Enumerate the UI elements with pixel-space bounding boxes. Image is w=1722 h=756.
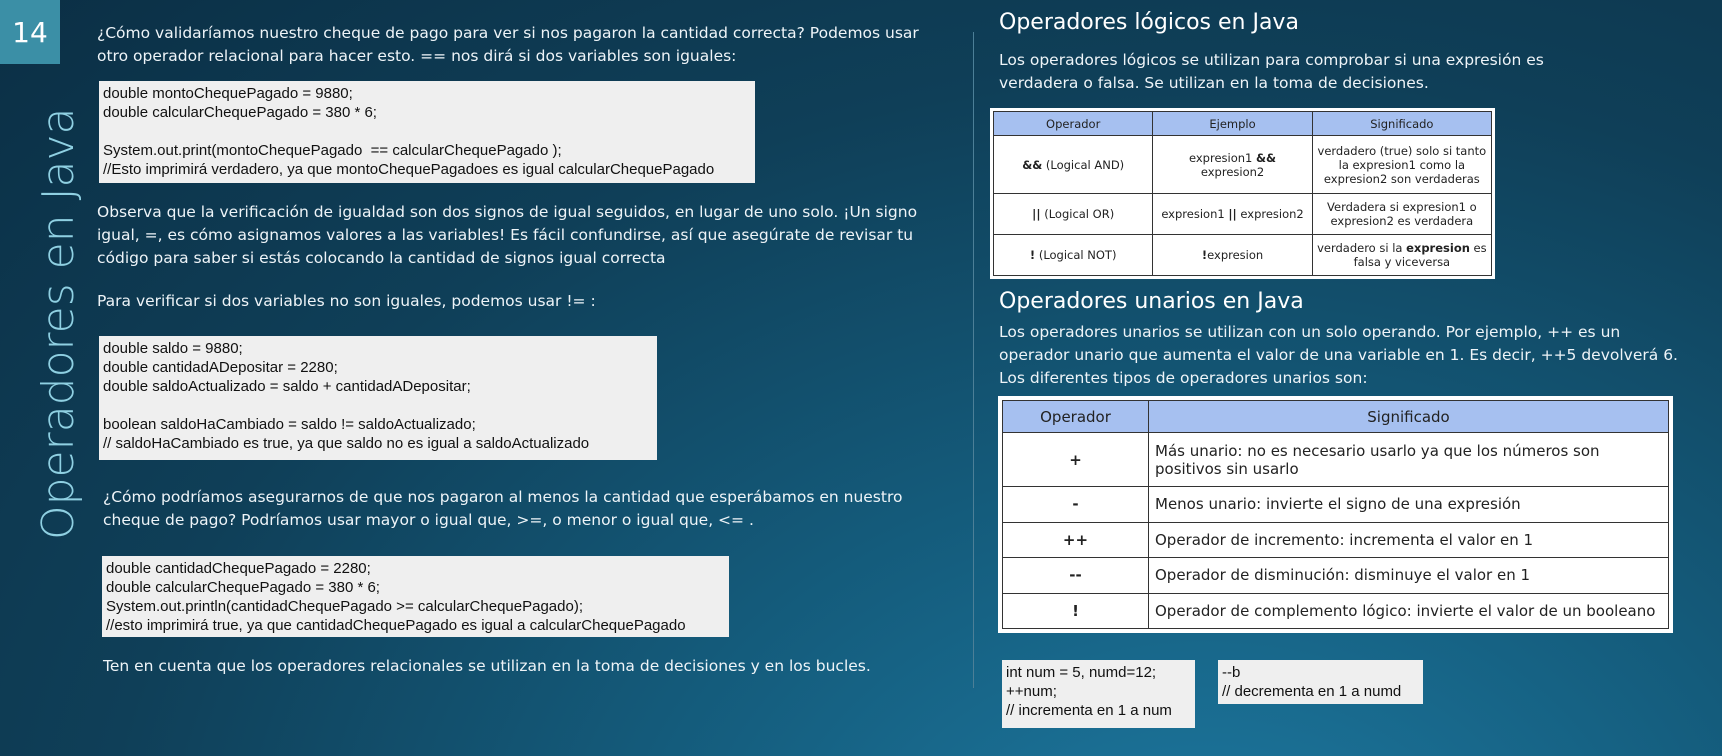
table-header: Significado	[1312, 112, 1491, 136]
meaning-cell: Verdadera si expresion1 o expresion2 es verdadera	[1312, 194, 1491, 235]
table-row	[994, 235, 1492, 276]
code-line: double calcularChequePagado = 380 * 6;	[103, 104, 377, 121]
example-text: expresion2	[1200, 164, 1265, 179]
operator-cell	[994, 235, 1153, 276]
operator-cell: ++	[1003, 522, 1149, 558]
meaning-cell: Operador de complemento lógico: invierte el valor de un booleano	[1149, 593, 1669, 629]
code-line: double montoChequePagado = 9880;	[103, 85, 353, 102]
greater-equal-paragraph: ¿Cómo podríamos asegurarnos de que nos pagaron al menos la cantidad que esperábamos en nuestro cheque de pago? Podríamos usar mayor o igual que, >=, o menor o igual que, <= .	[103, 488, 903, 529]
example-text: expresion1	[1189, 150, 1257, 165]
code-line: boolean saldoHaCambiado = saldo != saldoActualizado;	[103, 416, 476, 433]
operator-cell: -	[1003, 487, 1149, 523]
table-row	[1003, 487, 1669, 523]
operator-cell	[994, 136, 1153, 194]
operator-cell: --	[1003, 558, 1149, 594]
example-cell	[1153, 194, 1312, 235]
slide-title: Operadores en Java	[33, 107, 84, 540]
operator-cell: +	[1003, 433, 1149, 487]
logical-operators-table	[990, 108, 1495, 279]
example-text: expresion1	[1161, 207, 1229, 222]
code-line: System.out.println(cantidadChequePagado >= calcularChequePagado);	[106, 598, 583, 615]
code-block-decrement	[1218, 660, 1423, 704]
example-text: expresion	[1207, 248, 1264, 263]
meaning-bold: expresion	[1406, 241, 1470, 256]
not-equal-paragraph: Para verificar si dos variables no son iguales, podemos usar != :	[97, 292, 596, 310]
code-line: ++num;	[1006, 683, 1057, 700]
table-header: Operador	[994, 112, 1153, 136]
operator-symbol: &&	[1022, 157, 1043, 172]
table-header: Significado	[1149, 401, 1669, 433]
code-line	[103, 396, 653, 415]
code-line: int num = 5, numd=12;	[1006, 664, 1157, 681]
table-row	[1003, 433, 1669, 487]
code-block-equality	[99, 81, 755, 183]
table-header: Ejemplo	[1153, 112, 1312, 136]
code-line: double cantidadADepositar = 2280;	[103, 359, 338, 376]
meaning-text: es falsa y viceversa	[1353, 241, 1487, 270]
code-line: System.out.print(montoChequePagado == calcularChequePagado );	[103, 142, 562, 159]
meaning-cell: Operador de incremento: incrementa el valor en 1	[1149, 522, 1669, 558]
meaning-cell: Menos unario: invierte el signo de una expresión	[1149, 487, 1669, 523]
table-header: Operador	[1003, 401, 1149, 433]
table-row	[994, 136, 1492, 194]
example-cell	[1153, 235, 1312, 276]
logical-operators-heading: Operadores lógicos en Java	[999, 10, 1299, 35]
meaning-cell: Más unario: no es necesario usarlo ya que los números son positivos sin usarlo	[1149, 433, 1669, 487]
operator-cell	[994, 194, 1153, 235]
logical-operators-description: Los operadores lógicos se utilizan para comprobar si una expresión es verdadera o falsa. Se utilizan en la toma de decisiones.	[999, 51, 1544, 92]
code-block-increment	[1002, 660, 1195, 728]
meaning-text: verdadero si la	[1317, 241, 1407, 256]
unary-operators-table	[998, 396, 1673, 633]
closing-paragraph: Ten en cuenta que los operadores relacionales se utilizan en la toma de decisiones y en los bucles.	[103, 657, 871, 675]
operator-symbol: !	[1029, 248, 1036, 263]
table-row	[1003, 522, 1669, 558]
code-line: // incrementa en 1 a num	[1006, 702, 1172, 719]
operator-cell: !	[1003, 593, 1149, 629]
meaning-cell	[1312, 235, 1491, 276]
example-cell	[1153, 136, 1312, 194]
code-block-greater-equal	[102, 556, 729, 637]
code-line: // decrementa en 1 a numd	[1222, 683, 1402, 700]
column-divider	[973, 32, 974, 688]
table-row	[1003, 558, 1669, 594]
code-line: double saldo = 9880;	[103, 340, 243, 357]
code-line: double saldoActualizado = saldo + cantidadADepositar;	[103, 378, 471, 395]
unary-operators-description: Los operadores unarios se utilizan con un solo operando. Por ejemplo, ++ es un operador unario que aumenta el valor de una variable en 1. Es decir, ++5 devolverá 6. Los diferentes tipos de operadores unarios son:	[999, 323, 1678, 387]
example-symbol: ||	[1228, 207, 1237, 222]
code-line	[103, 122, 751, 141]
unary-operators-heading: Operadores unarios en Java	[999, 289, 1304, 314]
code-line: // saldoHaCambiado es true, ya que saldo no es igual a saldoActualizado	[103, 435, 590, 452]
equality-note-paragraph: Observa que la verificación de igualdad son dos signos de igual seguidos, en lugar de uno solo. ¡Un signo igual, =, es cómo asignamos valores a las variables! Es fácil confundirse, así que asegúrate de revisar tu código para saber si estás colocando la cantidad de signos igual correcta	[97, 203, 918, 267]
table-row	[1003, 593, 1669, 629]
operator-name: (Logical NOT)	[1035, 248, 1117, 263]
operator-name: (Logical OR)	[1040, 207, 1115, 222]
code-line: //Esto imprimirá verdadero, ya que montoChequePagadoes es igual calcularChequePagado	[103, 161, 715, 178]
code-line: --b	[1222, 664, 1241, 681]
table-row	[994, 194, 1492, 235]
example-text: expresion2	[1236, 207, 1304, 222]
example-symbol: !	[1201, 248, 1208, 263]
meaning-cell: Operador de disminución: disminuye el valor en 1	[1149, 558, 1669, 594]
example-symbol: &&	[1256, 150, 1277, 165]
operator-name: (Logical AND)	[1042, 157, 1125, 172]
slide-number: 14	[0, 0, 60, 64]
intro-paragraph: ¿Cómo validaríamos nuestro cheque de pago para ver si nos pagaron la cantidad correcta? Podemos usar otro operador relacional para hacer esto. == nos dirá si dos variables son iguales:	[97, 24, 919, 65]
operator-symbol: ||	[1032, 207, 1041, 222]
code-line: double cantidadChequePagado = 2280;	[106, 560, 371, 577]
code-block-not-equal	[99, 336, 657, 460]
code-line: double calcularChequePagado = 380 * 6;	[106, 579, 380, 596]
meaning-cell: verdadero (true) solo si tanto la expresion1 como la expresion2 son verdaderas	[1312, 136, 1491, 194]
code-line: //esto imprimirá true, ya que cantidadChequePagado es igual a calcularChequePagado	[106, 617, 686, 634]
